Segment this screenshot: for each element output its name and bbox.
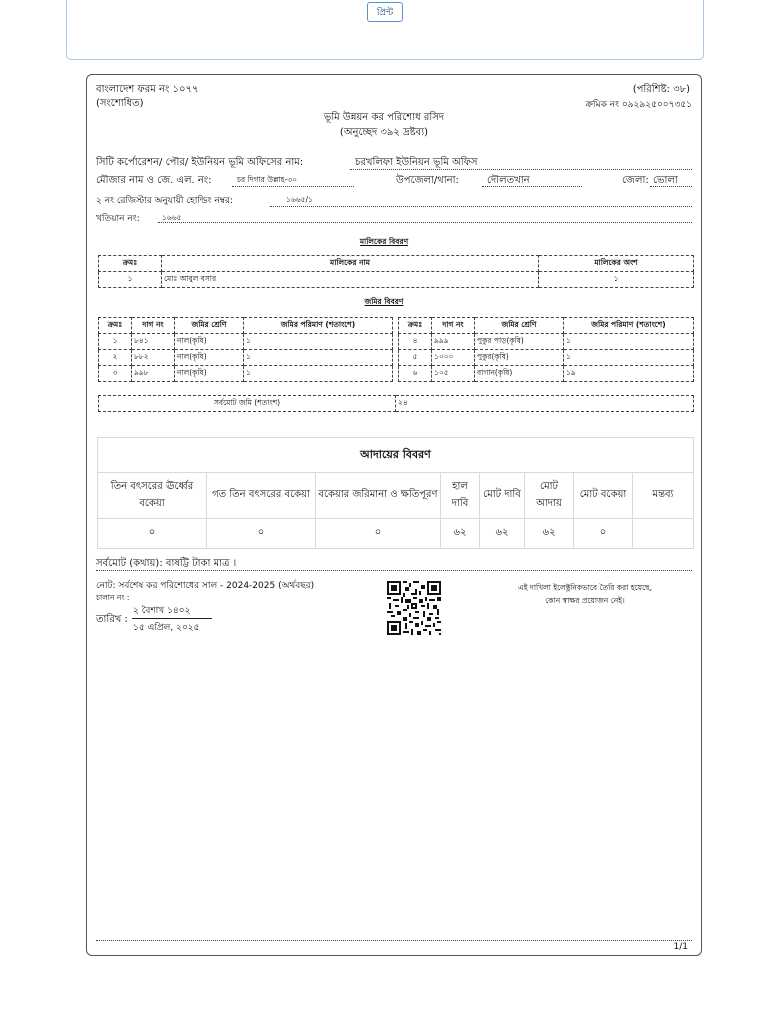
land-header-serial: ক্রমঃ bbox=[99, 318, 132, 334]
payment-header: মোট আদায় bbox=[525, 473, 574, 519]
upazila-value: দৌলতখান bbox=[487, 175, 530, 186]
owner-serial: ১ bbox=[99, 272, 162, 288]
payment-value: ৬২ bbox=[441, 519, 480, 549]
land-header-dag: দাগ নং bbox=[432, 318, 475, 334]
land-cell: ৩ bbox=[99, 366, 132, 382]
page-number: 1/1 bbox=[673, 942, 688, 952]
payment-value: ০ bbox=[98, 519, 207, 549]
payment-header: তিন বৎসরের ঊর্ধ্বের বকেয়া bbox=[98, 473, 207, 519]
date-bangla: ২ বৈশাখ ১৪০২ bbox=[133, 606, 191, 616]
land-header-class: জমির শ্রেণি bbox=[475, 318, 564, 334]
land-cell: ১ bbox=[564, 334, 694, 350]
district-label: জেলা: bbox=[622, 175, 649, 186]
mouza-value: চর দিগার উল্লাহ-৩০ bbox=[237, 175, 297, 184]
land-cell: ১০৫ bbox=[432, 366, 475, 382]
land-header-amount: জমির পরিমাণ (শতাংশে) bbox=[244, 318, 393, 334]
form-number: বাংলাদেশ ফরম নং ১০৭৭ bbox=[96, 84, 199, 95]
land-cell: ৫ bbox=[399, 350, 432, 366]
land-total-label: সর্বমোট জমি (শতাংশ) bbox=[99, 396, 396, 412]
last-payment-note: নোট: সর্বশেষ কর পরিশোধের সাল - 2024-2025 (অর্থবছর) bbox=[96, 581, 315, 591]
land-cell: ১ bbox=[244, 350, 393, 366]
revised-label: (সংশোধিত) bbox=[96, 98, 144, 109]
mouza-label: মৌজার নাম ও জে. এল. নং: bbox=[96, 175, 212, 186]
payment-value: ৬২ bbox=[480, 519, 525, 549]
appendix-label: (পরিশিষ্ট: ৩৮) bbox=[632, 84, 690, 95]
land-total-table bbox=[98, 395, 694, 412]
khatian-value: ১৬৬৫ bbox=[162, 213, 182, 222]
land-header-class: জমির শ্রেণি bbox=[175, 318, 244, 334]
dotted-rule bbox=[650, 186, 692, 187]
qr-code-icon bbox=[387, 581, 441, 635]
dotted-rule bbox=[482, 186, 582, 187]
owners-header-serial: ক্রমঃ bbox=[99, 256, 162, 272]
receipt-title: ভূমি উন্নয়ন কর পরিশোধ রসিদ bbox=[323, 112, 445, 123]
land-total-value: ২৪ bbox=[396, 396, 694, 412]
land-cell: ৮৮২ bbox=[132, 350, 175, 366]
dotted-rule bbox=[96, 940, 692, 941]
land-cell: নাল(কৃষি) bbox=[175, 334, 244, 350]
dotted-rule bbox=[96, 570, 692, 571]
table-row bbox=[399, 334, 694, 350]
table-row bbox=[399, 350, 694, 366]
payment-header: বকেয়ার জরিমানা ও ক্ষতিপূরণ bbox=[316, 473, 441, 519]
payment-header: গত তিন বৎসরের বকেয়া bbox=[207, 473, 316, 519]
payment-value bbox=[633, 519, 694, 549]
payment-header: হাল দাবি bbox=[441, 473, 480, 519]
challan-label: চালান নং : bbox=[96, 593, 130, 602]
table-row bbox=[99, 334, 393, 350]
land-header-amount: জমির পরিমাণ (শতাংশে) bbox=[564, 318, 694, 334]
land-cell: ১৯ bbox=[564, 366, 694, 382]
land-cell: ৯৯৮ bbox=[132, 366, 175, 382]
dotted-rule bbox=[158, 222, 692, 223]
table-row bbox=[99, 366, 393, 382]
table-row bbox=[99, 350, 393, 366]
payment-heading: আদায়ের বিবরণ bbox=[98, 438, 694, 473]
office-label: সিটি কর্পোরেশন/ পৌর/ ইউনিয়ন ভূমি অফিসের নাম: bbox=[96, 157, 304, 168]
dotted-rule bbox=[350, 169, 692, 170]
land-cell: ১০০০ bbox=[432, 350, 475, 366]
office-value: চরখলিফা ইউনিয়ন ভূমি অফিস bbox=[355, 157, 478, 168]
payment-header: মোট বকেয়া bbox=[574, 473, 633, 519]
land-cell: ১ bbox=[244, 366, 393, 382]
payment-value: ০ bbox=[574, 519, 633, 549]
land-cell: ১ bbox=[99, 334, 132, 350]
land-cell: ৬ bbox=[399, 366, 432, 382]
owner-name: মোঃ আবুল বসার bbox=[162, 272, 539, 288]
owners-heading: মালিকের বিবরণ bbox=[359, 237, 409, 246]
land-cell: ১ bbox=[564, 350, 694, 366]
print-button[interactable]: প্রিন্ট bbox=[367, 2, 403, 22]
table-row bbox=[99, 396, 694, 412]
holding-label: ২ নং রেজিস্টার অনুযায়ী হোল্ডিং নম্বর: bbox=[96, 196, 234, 206]
land-cell: পুকুর পাড়(কৃষি) bbox=[475, 334, 564, 350]
land-table-left bbox=[98, 317, 393, 382]
dotted-rule bbox=[232, 186, 354, 187]
payment-header: মোট দাবি bbox=[480, 473, 525, 519]
payment-header: মন্তব্য bbox=[633, 473, 694, 519]
land-cell: নাল(কৃষি) bbox=[175, 366, 244, 382]
payment-value: ৬২ bbox=[525, 519, 574, 549]
land-cell: ৮৪১ bbox=[132, 334, 175, 350]
electronic-note-line1: এই দাখিলা ইলেক্ট্রনিকভাবে তৈরি করা হয়েছে, bbox=[517, 583, 653, 592]
land-cell: ১ bbox=[244, 334, 393, 350]
land-table-right bbox=[398, 317, 694, 382]
land-header-serial: ক্রমঃ bbox=[399, 318, 432, 334]
land-cell: পুকুর(কৃষি) bbox=[475, 350, 564, 366]
owners-header-share: মালিকের অংশ bbox=[539, 256, 694, 272]
total-in-words: সর্বমোট (কথায়): বাষট্টি টাকা মাত্র । bbox=[96, 558, 237, 569]
payment-table bbox=[97, 437, 694, 549]
khatian-label: খতিয়ান নং: bbox=[96, 214, 140, 224]
serial-number: ক্রমিক নং ০৯২৯২৫০০৭৩৫১ bbox=[585, 100, 692, 110]
land-cell: ৪ bbox=[399, 334, 432, 350]
owner-share: ১ bbox=[539, 272, 694, 288]
owners-table bbox=[98, 255, 694, 288]
table-row bbox=[98, 519, 694, 549]
receipt-subtitle: (অনুচ্ছেদ ৩৯২ দ্রষ্টব্য) bbox=[339, 127, 429, 138]
payment-value: ০ bbox=[207, 519, 316, 549]
dotted-rule bbox=[270, 206, 692, 207]
date-gregorian: ১৫ এপ্রিল, ২০২৫ bbox=[133, 623, 200, 633]
payment-value: ০ bbox=[316, 519, 441, 549]
electronic-note-line2: কোন স্বাক্ষর প্রয়োজন নেই। bbox=[545, 596, 625, 605]
holding-value: ১৬৬৫/১ bbox=[286, 195, 313, 204]
land-cell: ২ bbox=[99, 350, 132, 366]
toolbar bbox=[66, 0, 704, 60]
land-cell: বাগান(কৃষি) bbox=[475, 366, 564, 382]
table-row bbox=[99, 272, 694, 288]
date-label: তারিখ : bbox=[96, 614, 128, 625]
land-cell: নাল(কৃষি) bbox=[175, 350, 244, 366]
upazila-label: উপজেলা/থানা: bbox=[396, 175, 459, 186]
district-value: ভোলা bbox=[653, 175, 678, 186]
owners-header-name: মালিকের নাম bbox=[162, 256, 539, 272]
date-divider bbox=[132, 618, 212, 619]
land-header-dag: দাগ নং bbox=[132, 318, 175, 334]
table-row bbox=[399, 366, 694, 382]
land-cell: ৯৯৯ bbox=[432, 334, 475, 350]
land-heading: জমির বিবরণ bbox=[364, 297, 404, 306]
